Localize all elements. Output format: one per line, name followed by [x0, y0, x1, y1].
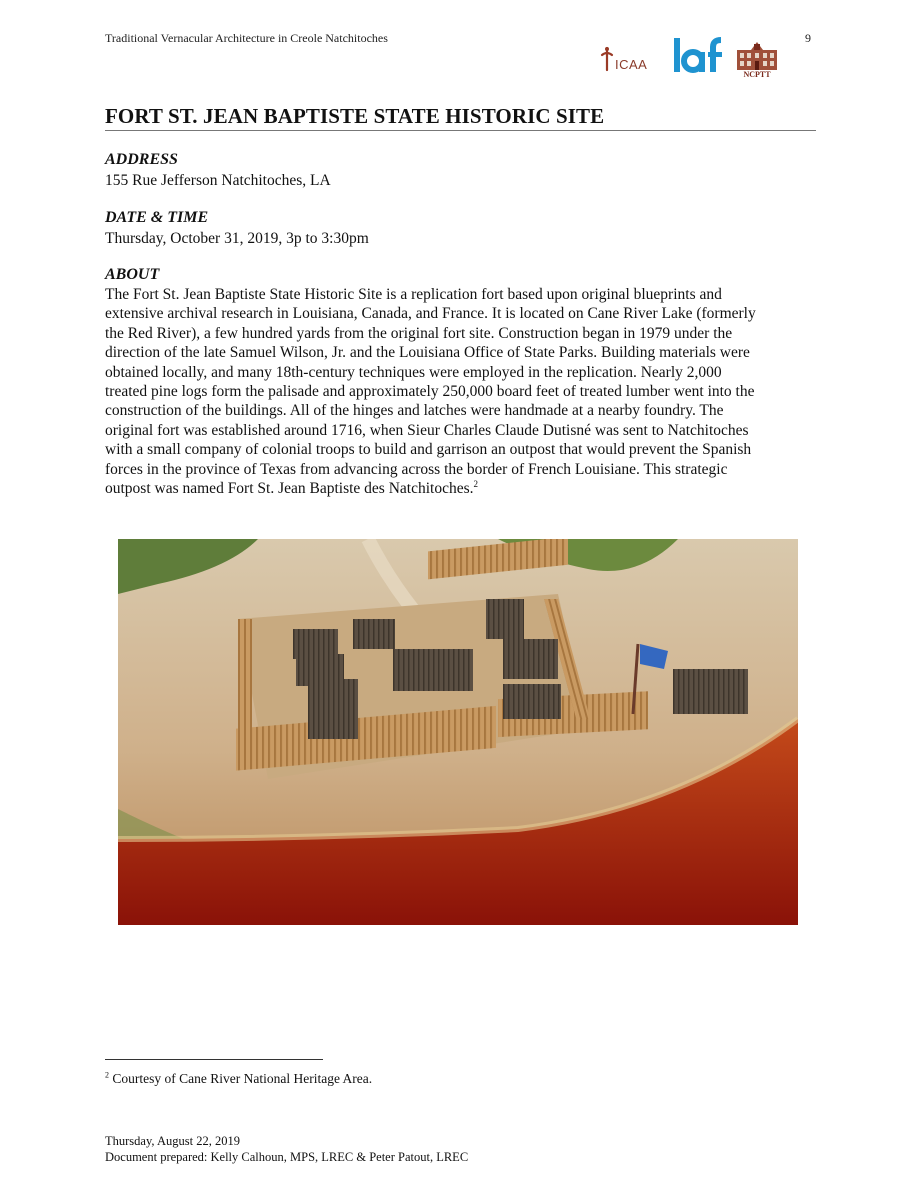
datetime-label: DATE & TIME [105, 209, 209, 226]
footer-date: Thursday, August 22, 2019 [105, 1134, 240, 1148]
about-line: with a small company of colonial troops to build and garrison an outpost that would prevent the Spanish [105, 441, 752, 459]
icaa-logo-text: ICAA [615, 57, 648, 72]
page-title: FORT ST. JEAN BAPTISTE STATE HISTORIC SITE [105, 104, 605, 128]
footnote-reference: 2 [473, 478, 478, 489]
page-footer [105, 1133, 468, 1165]
footnote-number: 2 [105, 1070, 109, 1080]
about-line: direction of the late Samuel Wilson, Jr. and the Louisiana Office of State Parks. Building materials were [105, 344, 750, 362]
about-line: extensive archival research in Louisiana, Canada, and France. It is located on Cane River Lake (formerly [105, 305, 756, 323]
about-line: original fort was established around 1716, when Sieur Charles Claude Dutisné was sent to Natchitoches [105, 421, 749, 439]
page-number: 9 [805, 31, 811, 45]
running-header: Traditional Vernacular Architecture in Creole Natchitoches [105, 31, 388, 45]
icaa-figure-icon [600, 46, 614, 72]
footnote [105, 1071, 372, 1087]
about-paragraph [105, 285, 817, 498]
footnote-divider [105, 1059, 323, 1060]
about-line: construction of the buildings. All of the hinges and latches were handmade at a nearby foundry. The [105, 402, 724, 420]
fort-model-illustration [118, 539, 798, 925]
footer-prepared-by: Document prepared: Kelly Calhoun, MPS, LREC & Peter Patout, LREC [105, 1150, 469, 1164]
ncptt-logo-text: NCPTT [743, 70, 771, 79]
address-label: ADDRESS [105, 151, 178, 168]
about-label: ABOUT [105, 266, 160, 283]
about-line: forces in the province of Texas from advancing across the border of French Louisiane. This strategic [105, 460, 728, 478]
about-line: The Fort St. Jean Baptiste State Historic Site is a replication fort based upon original blueprints and [105, 286, 722, 303]
address-value: 155 Rue Jefferson Natchitoches, LA [105, 172, 331, 189]
laf-logo [672, 36, 726, 76]
icaa-logo [600, 46, 647, 72]
ncptt-logo [733, 40, 781, 80]
about-line: the Red River), a few hundred yards from the original fort site. Construction began in 1979 under the [105, 324, 733, 342]
footnote-text: Courtesy of Cane River National Heritage Area. [109, 1071, 373, 1086]
datetime-value: Thursday, October 31, 2019, 3p to 3:30pm [105, 230, 369, 247]
fort-model-photo [118, 539, 798, 925]
about-line: obtained locally, and many 18th-century techniques were employed in the replication. Nearly 2,000 [105, 363, 722, 381]
title-divider [105, 130, 816, 131]
about-line: treated pine logs form the palisade and approximately 250,000 board feet of treated lumber went into the [105, 383, 755, 401]
about-line-text: outpost was named Fort St. Jean Baptiste des Natchitoches. [105, 480, 474, 498]
ncptt-building-icon [733, 40, 781, 72]
sponsor-logos [600, 36, 790, 82]
about-line-last [105, 479, 817, 498]
